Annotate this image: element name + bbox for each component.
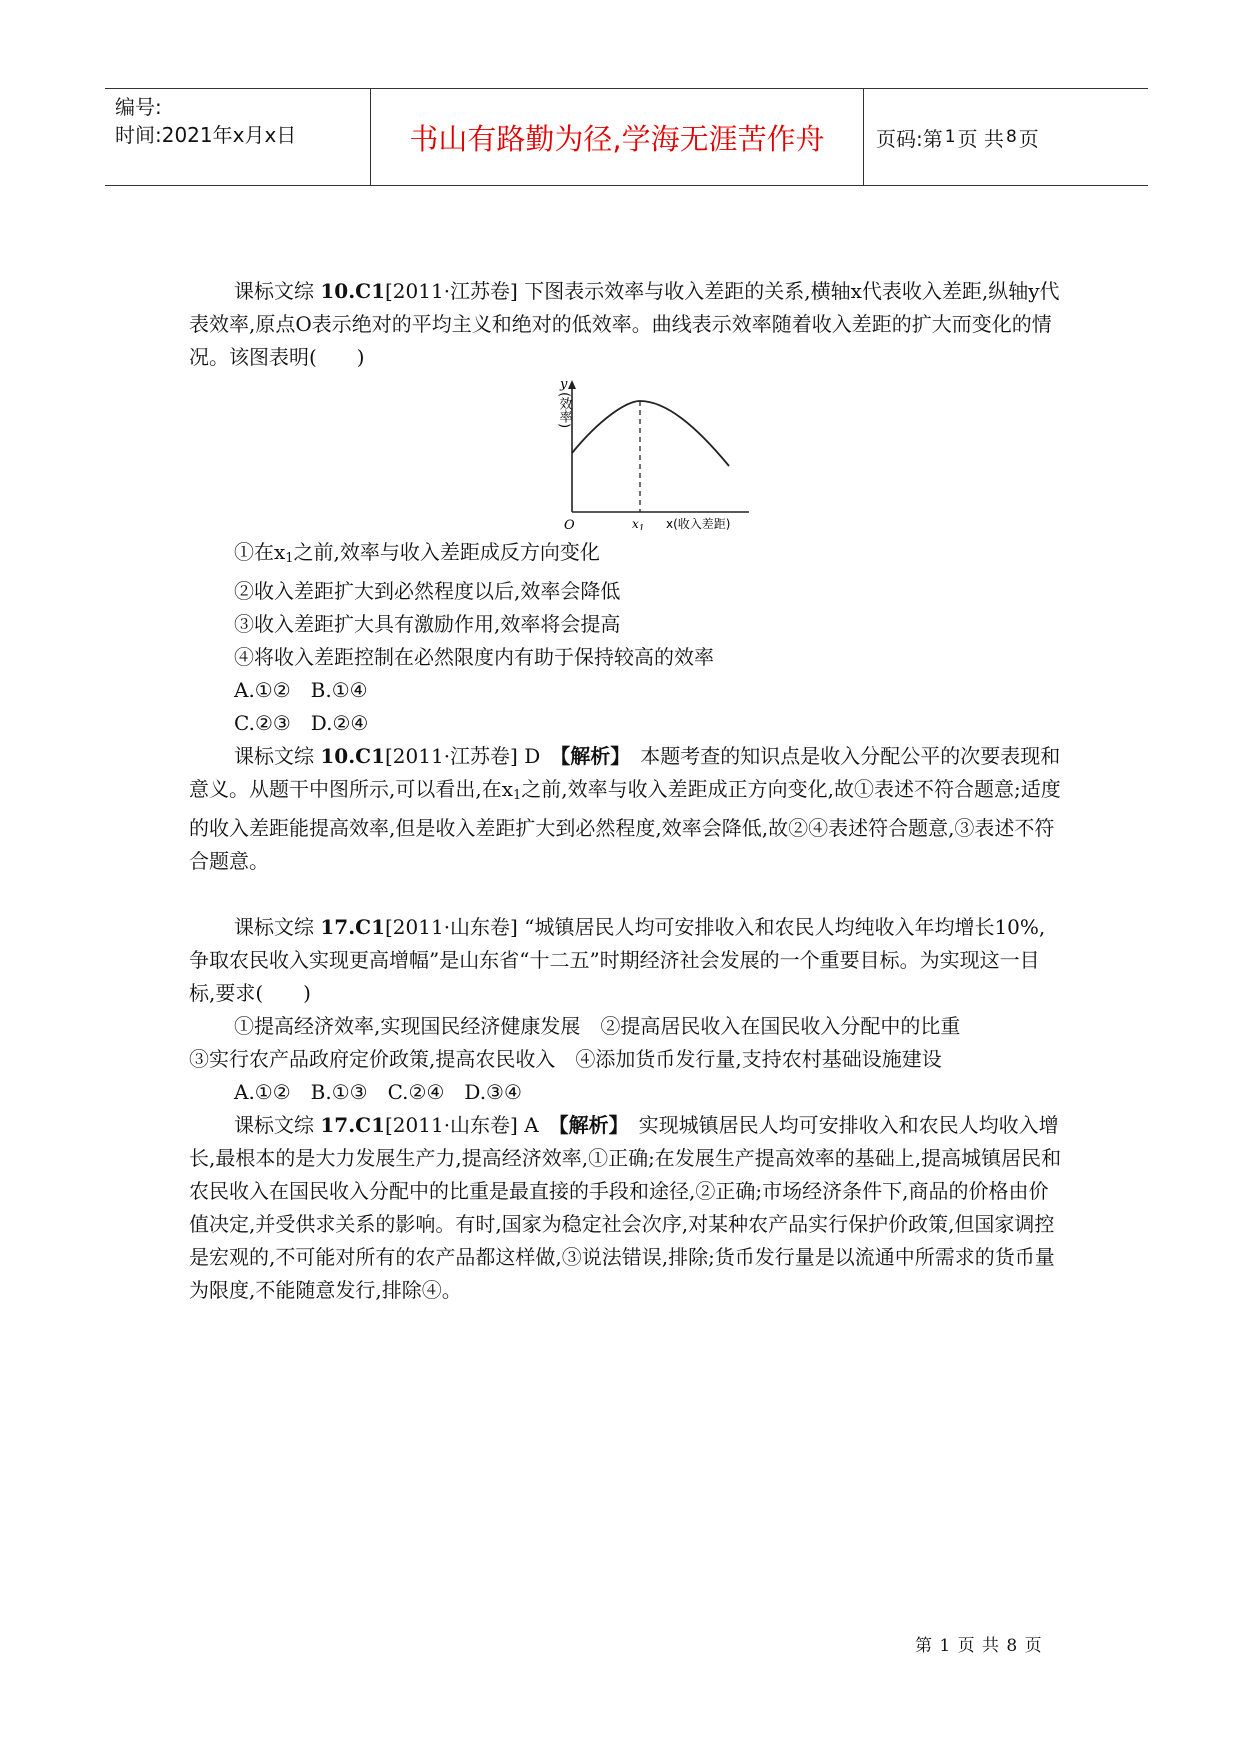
origin-label: O [564, 518, 575, 530]
y-label-cn: (效率) [556, 392, 572, 429]
page-suffix: 页 [1018, 126, 1039, 151]
serial-label: 编号: [115, 95, 162, 119]
page-header [105, 88, 1148, 186]
efficiency-income-gap-graph [544, 378, 759, 530]
section-gap [189, 878, 1064, 911]
header-meta [115, 89, 370, 189]
header-motto: 书山有路勤为径,学海无涯苦作舟 [370, 89, 864, 185]
x-label: x(收入差距) [666, 517, 731, 530]
y-axis-arrow [568, 380, 576, 389]
q2-answer: 课标文综 17.C1[2011·山东卷] A 【解析】 实现城镇居民人均可安排收入和农民人均收入增长,最根本的是大力发展生产力,提高经济效率,①正确;在发展生产提高效率的基础上,提高城镇居民和农民收入在国民收入分配中的比重是最直接的手段和途径,②正确;市场经济条件下,商品的价格由价值决定,并受供求关系的影响。有时,国家为稳定社会次序,对某种农产品实行保护价政策,但国家调控是宏观的,不可能对所有的农产品都这样做,③说法错误,排除;货币发行量是以流通中所需求的货币量为限度,不能随意发行,排除④。 [189, 1113, 1062, 1302]
page-current: 1 [944, 127, 956, 147]
q1-option-3: ③收入差距扩大具有激励作用,效率将会提高 [234, 612, 621, 636]
page-footer: 第 1 页 共 8 页 [915, 1636, 1043, 1656]
q1-figure [189, 374, 1064, 536]
q1-stem: 课标文综 10.C1[2011·江苏卷] 下图表示效率与收入差距的关系,横轴x代表收入差距,纵轴y代表效率,原点O表示绝对的平均主义和绝对的低效率。曲线表示效率随着收入差距的扩大而变化的情况。该图表明( ) [189, 279, 1060, 369]
page-prefix: 页码:第 [876, 126, 943, 151]
q1-answer: 课标文综 10.C1[2011·江苏卷] D 【解析】 本题考查的知识点是收入分配公平的次要表现和意义。从题干中图所示,可以看出,在$x_1$之前,效率与收入差距成正方向变化,故①表述不符合题意;适度的收入差距能提高效率,但是收入差距扩大到必然程度,效率会降低,故②④表述符合题意,③表述不符合题意。 [189, 744, 1061, 873]
header-page-info [864, 89, 1156, 185]
q2-options-line-2: ③实行农产品政府定价政策,提高农民收入 ④添加货币发行量,支持农村基础设施建设 [189, 1047, 942, 1071]
time-label: 时间:2021年x月x日 [115, 123, 297, 147]
q1-choices-ab: A.①② B.①④ [234, 678, 368, 702]
x1-label: $x_1$ [632, 517, 645, 530]
efficiency-curve [572, 401, 729, 466]
document-body [189, 275, 1064, 1307]
q2-stem: 课标文综 17.C1[2011·山东卷] “城镇居民人均可安排收入和农民人均纯收入年均增长10%,争取农民收入实现更高增幅”是山东省“十二五”时期经济社会发展的一个重要目标。为实现这一目标,要求( ) [189, 915, 1046, 1005]
q1-choices-cd: C.②③ D.②④ [234, 711, 369, 735]
q2-choices: A.①② B.①③ C.②④ D.③④ [234, 1080, 522, 1104]
q2-options-line-1: ①提高经济效率,实现国民经济健康发展 ②提高居民收入在国民收入分配中的比重 [234, 1014, 961, 1038]
page-middle: 页 共 [957, 126, 1004, 151]
q1-option-2: ②收入差距扩大到必然程度以后,效率会降低 [234, 579, 621, 603]
page-total: 8 [1005, 127, 1017, 147]
q1-option-4: ④将收入差距控制在必然限度内有助于保持较高的效率 [234, 645, 714, 669]
q1-option-1: ①在$x_1$之前,效率与收入差距成反方向变化 [234, 540, 600, 566]
y-label: y [560, 378, 568, 392]
